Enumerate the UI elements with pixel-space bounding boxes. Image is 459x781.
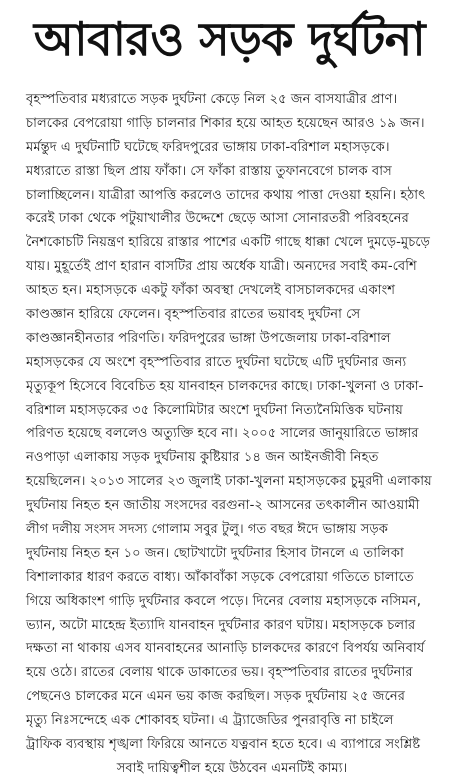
article-line: হয়ে ওঠে। রাতের বেলায় থাকে ডাকাতের ভয়। বৃহস্পতিবার রাতের দুর্ঘটনার	[26, 665, 413, 681]
headline: আবারও সড়ক দুর্ঘটনা	[33, 12, 426, 66]
article-line: ভ্যান, অটো মাহেন্দ্র ইত্যাদি যানবাহন দুর্ঘটনার কারণ ঘটায়। মহাসড়কে চলার	[26, 617, 416, 633]
article-line: মহাসড়কের যে অংশে বৃহস্পতিবার রাতে দুর্ঘটনা ঘটেছে এটি দুর্ঘটনার জন্য	[26, 354, 407, 370]
article-line: দুর্ঘটনায় নিহত হন ১০ জন। ছোটখাটো দুর্ঘটনার হিসাব টানলে এ তালিকা	[26, 545, 404, 561]
article-line: সবাই দায়িত্বশীল হয়ে উঠবেন এমনটিই কাম্য।	[116, 760, 348, 776]
article-line: নওপাড়া এলাকায় সড়ক দুর্ঘটনায় কুষ্টিয়ার ১৪ জন আইনজীবী নিহত	[26, 450, 379, 466]
article-line: লীগ দলীয় সংসদ সদস্য গোলাম সবুর টুলু। গত বছর ঈদে ভাঙ্গায় সড়ক	[26, 522, 388, 538]
article-line: বিশালাকার ধারণ করতে বাধ্য। আঁকাবাঁকা সড়কে বেপরোয়া গতিতে চালাতে	[26, 569, 414, 585]
article-line: চালাচ্ছিলেন। যাত্রীরা আপত্তি করলেও তাদের কথায় পাত্তা দেওয়া হয়নি। হঠাৎ	[26, 187, 426, 203]
article-line: মৃত্যু নিঃসন্দেহে এক শোকাবহ ঘটনা। এ ট্র্যাজেডির পুনরাবৃত্তি না চাইলে	[26, 713, 394, 729]
article-line: হয়েছিলেন। ২০১৩ সালের ২৩ জুলাই ঢাকা-খুলনা মহাসড়কের চুমুরদী এলাকায়	[26, 474, 432, 490]
article-line: দক্ষতা না থাকায় এসব যানবাহনের আনাড়ি চালকদের কারণে বিপর্যয় অনিবার্য	[26, 641, 425, 657]
article-line: ট্রাফিক ব্যবস্থায় শৃঙ্খলা ফিরিয়ে আনতে যত্নবান হতে হবে। এ ব্যাপারে সংশ্লিষ্ট	[26, 737, 421, 753]
article-line: আহত হন। মহাসড়কে একটু ফাঁকা অবস্থা দেখলেই বাসচালকদের একাংশ	[26, 283, 396, 299]
article-line: দুর্ঘটনায় নিহত হন জাতীয় সংসদের বরগুনা-২ আসনের তৎকালীন আওয়ামী	[26, 498, 420, 514]
article-line: মৃত্যুকূপ হিসেবে বিবেচিত হয় যানবাহন চালকদের কাছে। ঢাকা-খুলনা ও ঢাকা-	[26, 378, 424, 394]
article-body	[26, 88, 438, 776]
article-line: করেই ঢাকা থেকে পটুয়াখালীর উদ্দেশে ছেড়ে আসা সোনারতরী পরিবহনের	[26, 211, 409, 227]
article-line: কাণ্ডজ্ঞানহীনতার পরিণতি। ফরিদপুরের ভাঙ্গা উপজেলায় ঢাকা-বরিশাল	[26, 330, 391, 346]
article-line: কাণ্ডজ্ঞান হারিয়ে ফেলেন। বৃহস্পতিবার রাতের ভয়াবহ দুর্ঘটনা সে	[26, 307, 361, 323]
article-line: যায়। মুহূর্তেই প্রাণ হারান বাসটির প্রায় অর্ধেক যাত্রী। অন্যদের সবাই কম-বেশি	[26, 259, 417, 275]
article-line: চালকের বেপরোয়া গাড়ি চালনার শিকার হয়ে আহত হয়েছেন আরও ১৯ জন।	[26, 115, 425, 131]
article-line: পেছনেও চালকের মনে এমন ভয় কাজ করছিল। সড়ক দুর্ঘটনায় ২৫ জনের	[26, 689, 406, 705]
article-line: পরিণত হয়েছে বললেও অত্যুক্তি হবে না। ২০০৫ সালের জানুয়ারিতে ভাঙ্গার	[26, 426, 419, 442]
article-line: নৈশকোচটি নিয়ন্ত্রণ হারিয়ে রাস্তার পাশের একটি গাছে ধাক্কা খেলে দুমড়ে-মুচড়ে	[26, 235, 431, 251]
article-line: গিয়ে অধিকাংশ গাড়ি দুর্ঘটনার কবলে পড়ে। দিনের বেলায় মহাসড়কে নসিমন,	[26, 593, 421, 609]
article-line: মধ্যরাতে রাস্তা ছিল প্রায় ফাঁকা। সে ফাঁকা রাস্তায় তুফানবেগে চালক বাস	[26, 163, 392, 179]
article-line: মর্মন্তুদ এ দুর্ঘটনাটি ঘটেছে ফরিদপুরের ভাঙ্গায় ঢাকা-বরিশাল মহাসড়কে।	[26, 139, 390, 155]
article-line: বরিশাল মহাসড়কের ৩৫ কিলোমিটার অংশে দুর্ঘটনা নিত্যনৈমিত্তিক ঘটনায়	[26, 402, 403, 418]
article-line: বৃহস্পতিবার মধ্যরাতে সড়ক দুর্ঘটনা কেড়ে নিল ২৫ জন বাসযাত্রীর প্রাণ।	[26, 92, 398, 107]
